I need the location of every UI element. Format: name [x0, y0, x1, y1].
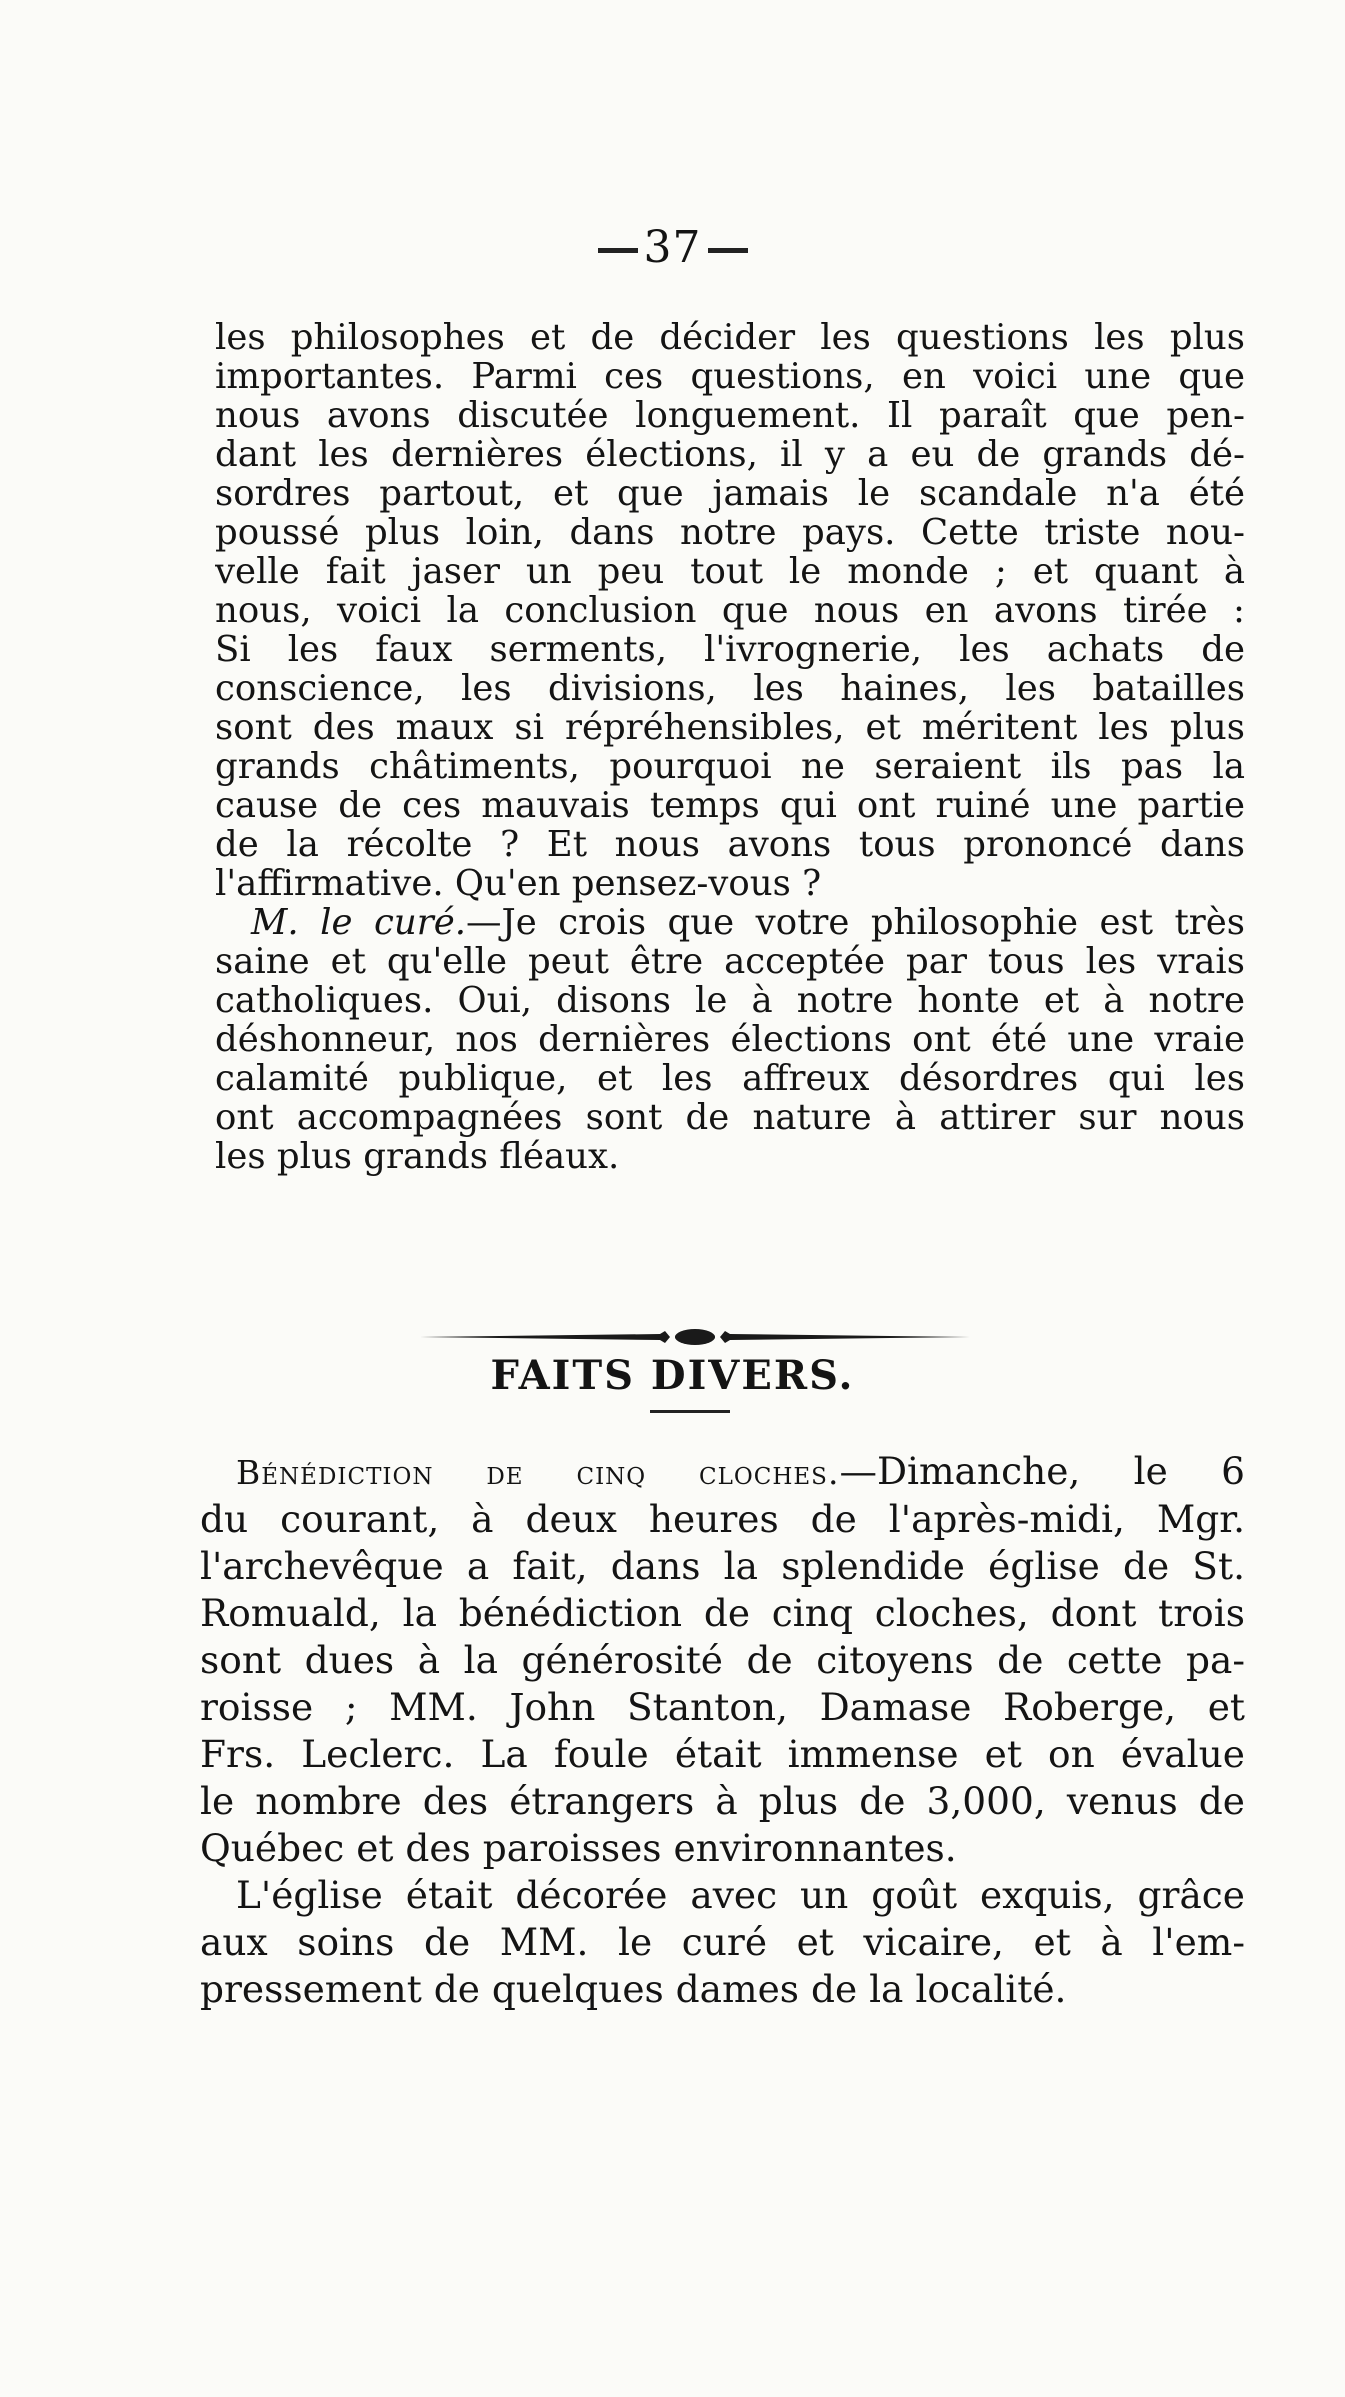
text-line: Québec et des paroisses environnantes. [200, 1826, 957, 1870]
text-line: calamité publique, et les affreux désordres qui les [215, 1059, 1245, 1098]
speaker-name: M. le curé. [251, 903, 467, 942]
text-line: l'affirmative. Qu'en pensez-vous ? [215, 864, 822, 903]
text-line: déshonneur, nos dernières élections ont été une vraie [215, 1020, 1245, 1059]
section-title: FAITS DIVERS. [490, 1352, 855, 1399]
ornament-graphic [420, 1327, 970, 1347]
page-number: 37 [0, 222, 1345, 273]
text-line: Romuald, la bénédiction de cinq cloches, dont trois [200, 1591, 1245, 1635]
text-line: cause de ces mauvais temps qui ont ruiné une partie [215, 786, 1245, 825]
text-line: L'église était décorée avec un goût exquis, grâce [236, 1873, 1245, 1917]
text-line: sont des maux si répréhensibles, et méritent les plus [215, 708, 1245, 747]
text-line: Frs. Leclerc. La foule était immense et on évalue [200, 1732, 1245, 1776]
news-first-line [200, 1448, 1245, 1496]
text-line: du courant, à deux heures de l'après-midi, Mgr. [200, 1497, 1245, 1541]
text-line: conscience, les divisions, les haines, les batailles [215, 669, 1245, 708]
text-line: catholiques. Oui, disons le à notre honte et à notre [215, 981, 1245, 1020]
cure-reply-first-line [215, 903, 1245, 942]
page-number-dash-left [598, 248, 638, 253]
text-line: poussé plus loin, dans notre pays. Cette triste nou- [215, 513, 1245, 552]
news-item [200, 1448, 1245, 2013]
page-number-dash-right [708, 248, 748, 253]
text-line: aux soins de MM. le curé et vicaire, et à l'em- [200, 1920, 1245, 1964]
text-line: les plus grands fléaux. [215, 1137, 620, 1176]
text-line: l'archevêque a fait, dans la splendide église de St. [200, 1544, 1245, 1588]
text-line: nous avons discutée longuement. Il paraît que pen- [215, 396, 1245, 435]
title-underline [650, 1410, 730, 1413]
text-line: le nombre des étrangers à plus de 3,000, venus de [200, 1779, 1245, 1823]
text-line: roisse ; MM. John Stanton, Damase Roberge, et [200, 1685, 1245, 1729]
dialogue-paragraph [215, 318, 1245, 1176]
text-line: nous, voici la conclusion que nous en avons tirée : [215, 591, 1245, 630]
text-line: grands châtiments, pourquoi ne seraient ils pas la [215, 747, 1245, 786]
text-line: velle fait jaser un peu tout le monde ; et quant à [215, 552, 1245, 591]
text-line: sordres partout, et que jamais le scandale n'a été [215, 474, 1245, 513]
text-line: de la récolte ? Et nous avons tous prononcé dans [215, 825, 1245, 864]
text-line: pressement de quelques dames de la localité. [200, 1967, 1067, 2011]
text-line: les philosophes et de décider les questions les plus [215, 318, 1245, 357]
text-line: sont dues à la générosité de citoyens de cette pa- [200, 1638, 1245, 1682]
news-heading: Bénédiction de cinq cloches. [236, 1453, 840, 1492]
cure-reply-text: —Je crois que votre philosophie est très [466, 903, 1245, 942]
text-line: importantes. Parmi ces questions, en voici une que [215, 357, 1245, 396]
text-line: Si les faux serments, l'ivrognerie, les achats de [215, 630, 1245, 669]
text-line: saine et qu'elle peut être acceptée par tous les vrais [215, 942, 1245, 981]
text-line: ont accompagnées sont de nature à attirer sur nous [215, 1098, 1245, 1137]
text-line: dant les dernières élections, il y a eu de grands dé- [215, 435, 1245, 474]
ornamental-divider [420, 1327, 970, 1347]
news-text: —Dimanche, le 6 [839, 1449, 1245, 1493]
